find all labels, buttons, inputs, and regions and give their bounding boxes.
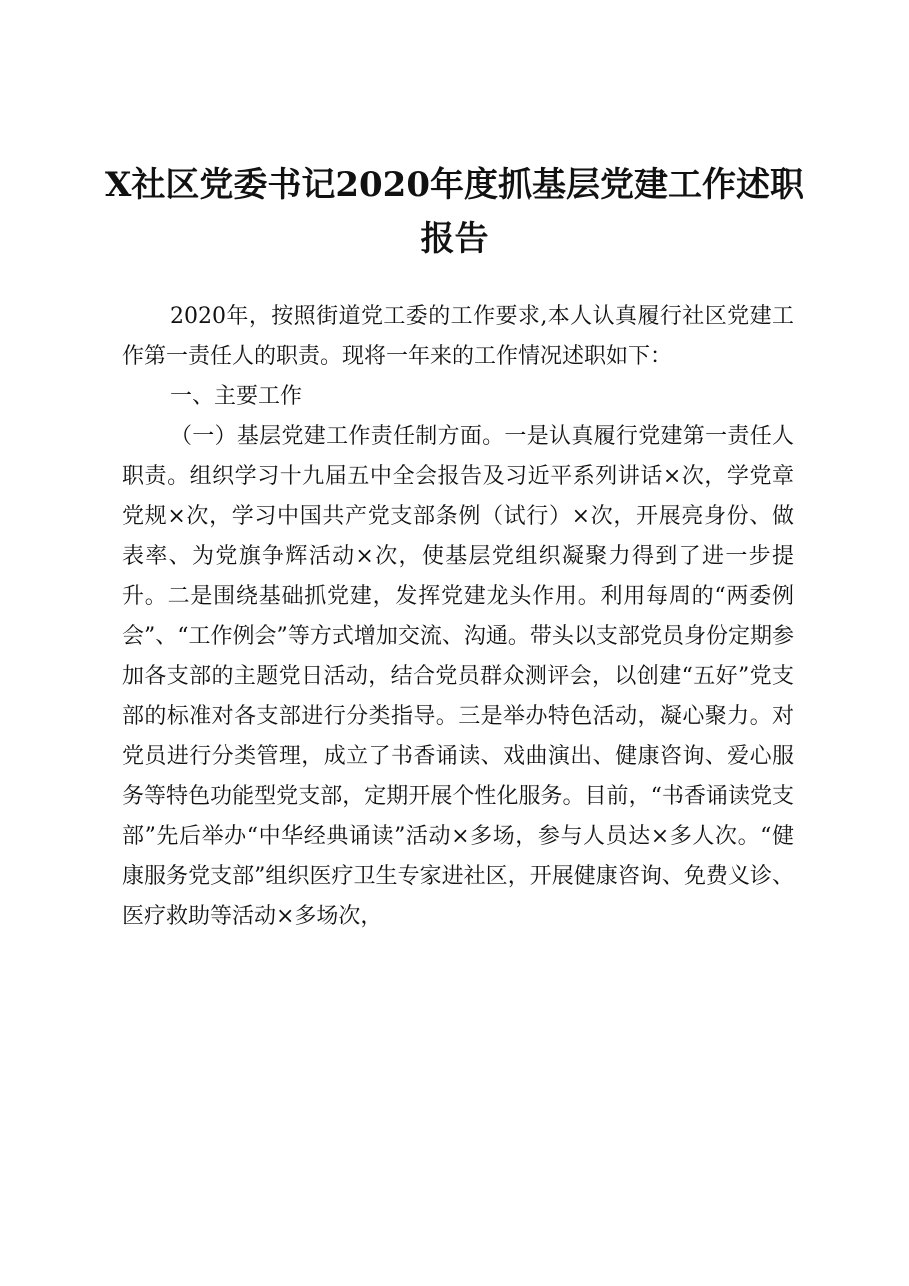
section-heading: 一、主要工作 [170, 384, 303, 409]
document-body [122, 297, 794, 937]
document-title: X社区党委书记2020年度抓基层党建工作述职报告 [104, 165, 804, 259]
intro-paragraph: 2020年，按照街道党工委的工作要求,本人认真履行社区党建工作第一责任人的职责。现将一年来的工作情况述职如下： [122, 304, 794, 369]
section-paragraph: （一）基层党建工作责任制方面。一是认真履行党建第一责任人职责。组织学习十九届五中全会报告及习近平系列讲话×次，学党章党规×次，学习中国共产党支部条例（试行）×次，开展亮身份、做表率、为党旗争辉活动×次，使基层党组织凝聚力得到了进一步提升。二是围绕基础抓党建，发挥党建龙头作用。利用每周的“两委例会”、“工作例会”等方式增加交流、沟通。带头以支部党员身份定期参加各支部的主题党日活动，结合党员群众测评会，以创建“五好”党支部的标准对各支部进行分类指导。三是举办特色活动，凝心聚力。对党员进行分类管理，成立了书香诵读、戏曲演出、健康咨询、爱心服务等特色功能型党支部，定期开展个性化服务。目前，“书香诵读党支部”先后举办“中华经典诵读”活动×多场，参与人员达×多人次。“健康服务党支部”组织医疗卫生专家进社区，开展健康咨询、免费义诊、医疗救助等活动×多场次， [122, 424, 794, 929]
